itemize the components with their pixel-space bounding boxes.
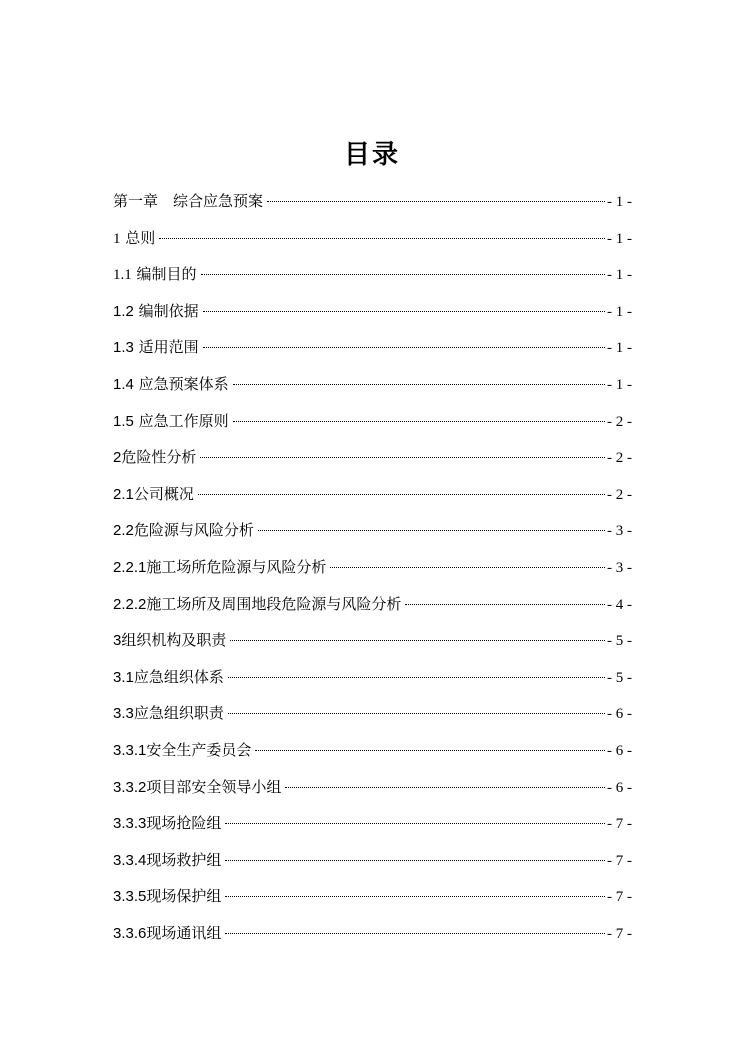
toc-page-number: - 1 - bbox=[607, 303, 632, 320]
toc-entry-text: 组织机构及职责 bbox=[121, 631, 227, 650]
toc-leader-dots bbox=[200, 457, 605, 458]
toc-entry[interactable] bbox=[113, 403, 632, 440]
toc-entry-label bbox=[113, 805, 221, 843]
toc-entry-number: 第一章 bbox=[113, 192, 159, 210]
toc-leader-dots bbox=[225, 896, 605, 897]
toc-entry-text: 危险性分析 bbox=[121, 448, 197, 467]
toc-entry[interactable] bbox=[113, 220, 632, 257]
toc-entry-text: 适用范围 bbox=[138, 338, 199, 357]
toc-entry-text: 应急组织职责 bbox=[133, 704, 224, 723]
toc-page-number: - 2 - bbox=[607, 450, 632, 467]
toc-page-number: - 6 - bbox=[607, 779, 632, 796]
toc-page-number: - 2 - bbox=[607, 486, 632, 503]
toc-entry-number: 3.3 bbox=[113, 705, 134, 723]
toc-entry-text: 编制依据 bbox=[138, 301, 199, 320]
toc-page-number: - 6 - bbox=[607, 742, 632, 759]
toc-page-number: - 1 - bbox=[607, 230, 632, 247]
toc-entry-text: 现场保护组 bbox=[146, 887, 222, 906]
toc-leader-dots bbox=[233, 384, 605, 385]
toc-entry-text: 编制目的 bbox=[136, 265, 197, 284]
toc-entry-label bbox=[113, 329, 199, 367]
toc-page-number: - 7 - bbox=[607, 816, 632, 833]
toc-entry-label bbox=[113, 256, 197, 294]
toc-leader-dots bbox=[258, 530, 605, 531]
toc-entry-text: 危险源与风险分析 bbox=[133, 521, 254, 540]
toc-entry-text: 应急组织体系 bbox=[133, 667, 224, 686]
toc-entry-number: 3 bbox=[113, 632, 122, 650]
toc-entry-text: 施工场所危险源与风险分析 bbox=[146, 557, 327, 576]
toc-entry-label bbox=[113, 695, 224, 733]
table-of-contents bbox=[113, 183, 632, 951]
toc-entry-text: 公司概况 bbox=[133, 484, 194, 503]
toc-entry-label bbox=[113, 183, 263, 220]
toc-entry-text: 综合应急预案 bbox=[173, 192, 264, 210]
toc-page-number: - 7 - bbox=[607, 889, 632, 906]
toc-entry[interactable] bbox=[113, 878, 632, 915]
toc-leader-dots bbox=[233, 421, 605, 422]
toc-entry[interactable] bbox=[113, 549, 632, 586]
toc-page-number: - 1 - bbox=[607, 376, 632, 393]
toc-page-number: - 7 - bbox=[607, 852, 632, 869]
toc-page-number: - 5 - bbox=[607, 633, 632, 650]
toc-entry-number: 2.2.2 bbox=[113, 595, 147, 613]
toc-entry[interactable] bbox=[113, 586, 632, 623]
toc-entry-label bbox=[113, 878, 221, 916]
toc-entry[interactable] bbox=[113, 183, 632, 220]
toc-leader-dots bbox=[225, 823, 605, 824]
toc-entry-text: 总则 bbox=[125, 228, 156, 247]
toc-entry-label bbox=[113, 842, 221, 880]
toc-entry-number: 1.3 bbox=[113, 339, 134, 357]
toc-leader-dots bbox=[198, 494, 605, 495]
toc-entry-text: 现场救护组 bbox=[146, 850, 222, 869]
toc-entry-label bbox=[113, 403, 229, 441]
toc-page-number: - 3 - bbox=[607, 523, 632, 540]
toc-leader-dots bbox=[267, 201, 605, 202]
toc-entry[interactable] bbox=[113, 769, 632, 806]
toc-leader-dots bbox=[330, 567, 605, 568]
toc-entry-text: 施工场所及周围地段危险源与风险分析 bbox=[146, 594, 402, 613]
toc-entry-number: 2.2.1 bbox=[113, 558, 147, 576]
toc-entry-label bbox=[113, 769, 281, 807]
toc-entry-text: 应急预案体系 bbox=[138, 374, 229, 393]
toc-entry-number: 2.1 bbox=[113, 485, 134, 503]
toc-entry-label bbox=[113, 512, 254, 550]
toc-entry-text: 安全生产委员会 bbox=[146, 740, 252, 759]
toc-page-number: - 1 - bbox=[607, 194, 632, 210]
toc-entry-number: 2 bbox=[113, 449, 122, 467]
toc-entry-text: 应急工作原则 bbox=[138, 411, 229, 430]
toc-entry[interactable] bbox=[113, 915, 632, 952]
toc-entry-label bbox=[113, 586, 401, 624]
toc-entry[interactable] bbox=[113, 732, 632, 769]
toc-entry-number: 1.2 bbox=[113, 302, 134, 320]
toc-entry-number: 3.3.1 bbox=[113, 741, 147, 759]
toc-entry[interactable] bbox=[113, 293, 632, 330]
toc-entry-number: 1 bbox=[113, 230, 121, 247]
toc-entry-number: 3.1 bbox=[113, 668, 134, 686]
toc-entry-gap bbox=[158, 183, 173, 220]
toc-entry[interactable] bbox=[113, 659, 632, 696]
toc-leader-dots bbox=[225, 860, 605, 861]
toc-entry-label bbox=[113, 549, 326, 587]
toc-entry[interactable] bbox=[113, 695, 632, 732]
toc-entry-number: 1.4 bbox=[113, 375, 134, 393]
toc-entry-number: 1.1 bbox=[113, 267, 132, 284]
toc-leader-dots bbox=[203, 311, 605, 312]
toc-entry[interactable] bbox=[113, 805, 632, 842]
toc-entry[interactable] bbox=[113, 439, 632, 476]
toc-page-number: - 7 - bbox=[607, 925, 632, 942]
toc-entry-number: 3.3.2 bbox=[113, 778, 147, 796]
toc-entry-label bbox=[113, 439, 196, 477]
toc-leader-dots bbox=[159, 238, 605, 239]
toc-entry[interactable] bbox=[113, 476, 632, 513]
toc-entry-label bbox=[113, 732, 251, 770]
toc-entry-text: 现场通讯组 bbox=[146, 923, 222, 942]
toc-entry-label bbox=[113, 915, 221, 953]
toc-leader-dots bbox=[230, 640, 605, 641]
toc-entry-number: 3.3.6 bbox=[113, 924, 147, 942]
toc-entry-label bbox=[113, 659, 224, 697]
toc-entry-label bbox=[113, 476, 194, 514]
toc-entry-label bbox=[113, 366, 229, 404]
toc-entry[interactable] bbox=[113, 329, 632, 366]
toc-entry-number: 3.3.5 bbox=[113, 888, 147, 906]
toc-leader-dots bbox=[228, 677, 605, 678]
toc-entry-number: 2.2 bbox=[113, 522, 134, 540]
toc-leader-dots bbox=[255, 750, 605, 751]
toc-page-number: - 2 - bbox=[607, 413, 632, 430]
toc-page-number: - 1 - bbox=[607, 340, 632, 357]
toc-entry[interactable] bbox=[113, 512, 632, 549]
toc-entry[interactable] bbox=[113, 256, 632, 293]
toc-leader-dots bbox=[203, 347, 605, 348]
toc-entry-text: 现场抢险组 bbox=[146, 814, 222, 833]
toc-page-number: - 6 - bbox=[607, 706, 632, 723]
toc-leader-dots bbox=[228, 713, 605, 714]
toc-entry[interactable] bbox=[113, 366, 632, 403]
toc-entry-label bbox=[113, 622, 226, 660]
toc-page-number: - 4 - bbox=[607, 596, 632, 613]
toc-entry[interactable] bbox=[113, 842, 632, 879]
toc-entry[interactable] bbox=[113, 622, 632, 659]
toc-entry-label bbox=[113, 220, 155, 258]
toc-leader-dots bbox=[285, 787, 605, 788]
toc-leader-dots bbox=[225, 933, 605, 934]
page-title: 目录 bbox=[343, 140, 400, 170]
toc-page-number: - 1 - bbox=[607, 267, 632, 284]
toc-entry-label bbox=[113, 293, 199, 331]
toc-entry-number: 3.3.3 bbox=[113, 815, 147, 833]
toc-entry-number: 1.5 bbox=[113, 412, 134, 430]
toc-entry-number: 3.3.4 bbox=[113, 851, 147, 869]
toc-leader-dots bbox=[201, 274, 605, 275]
toc-page-number: - 5 - bbox=[607, 669, 632, 686]
toc-leader-dots bbox=[405, 604, 605, 605]
toc-page-number: - 3 - bbox=[607, 559, 632, 576]
toc-entry-text: 项目部安全领导小组 bbox=[146, 777, 282, 796]
